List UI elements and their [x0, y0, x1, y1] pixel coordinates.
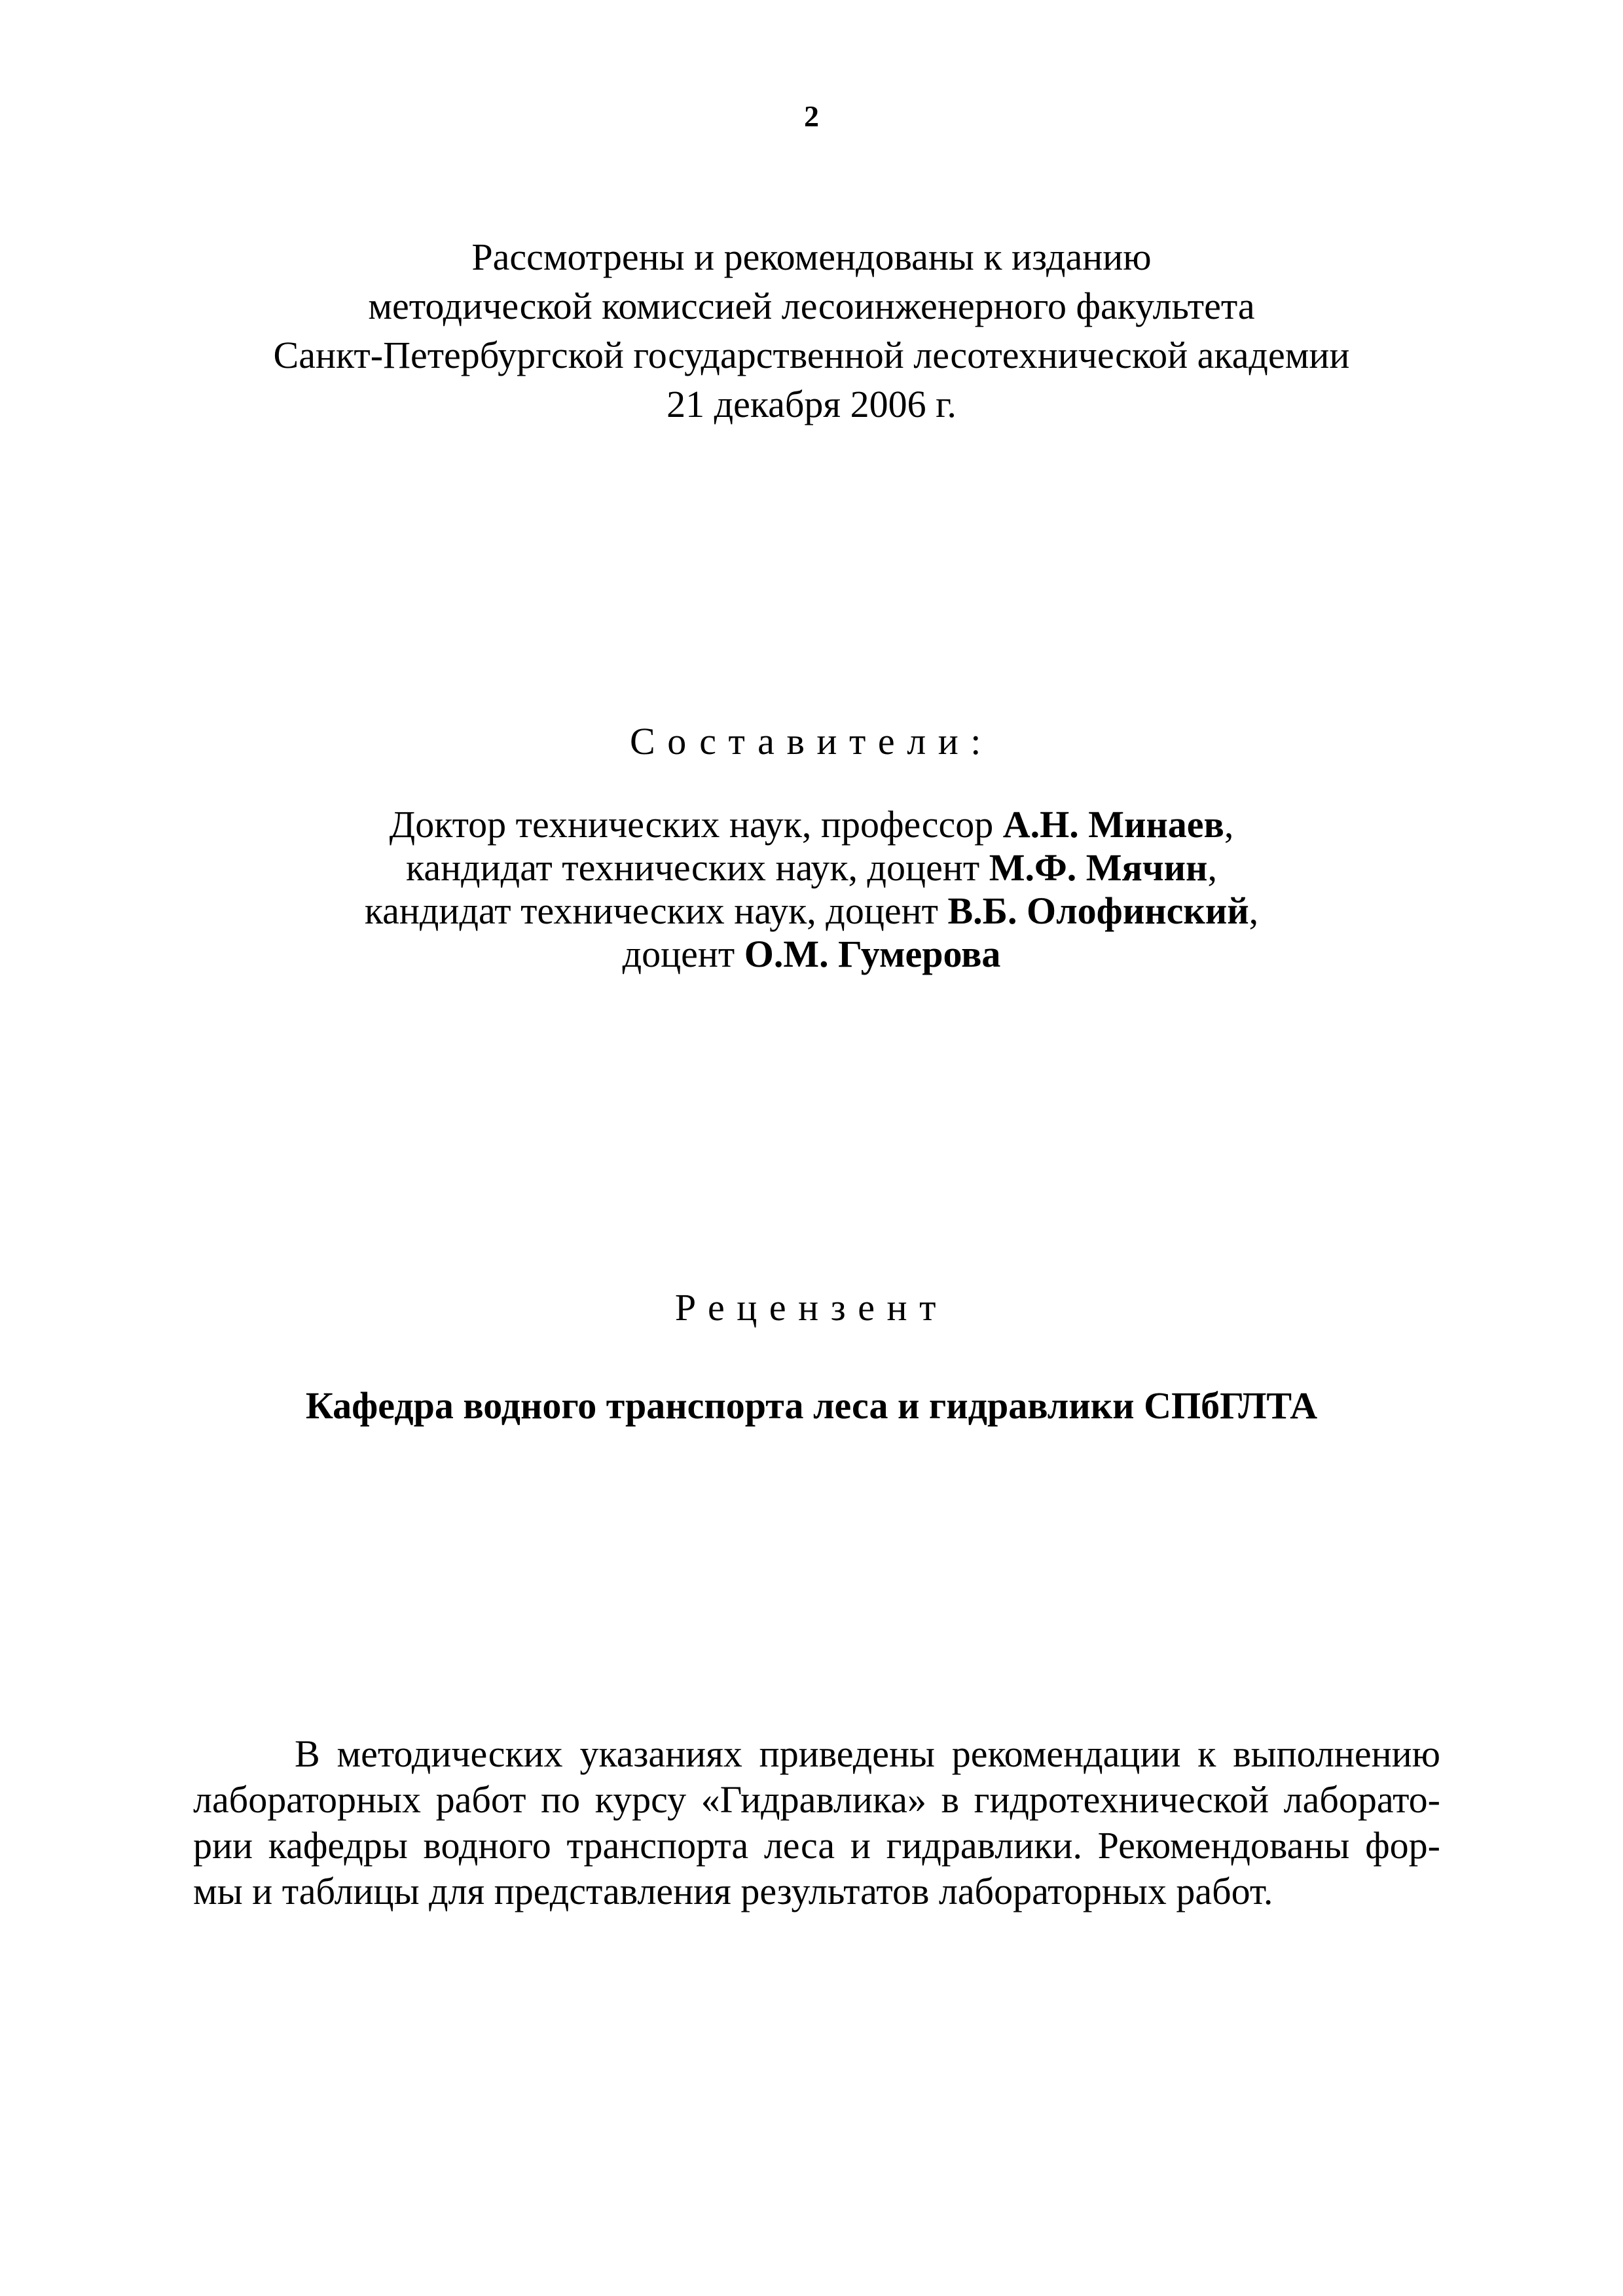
compiler-suffix: ,: [1207, 846, 1217, 889]
compiler-line: [0, 803, 1623, 846]
compilers-list: [0, 803, 1623, 976]
compiler-name: О.М. Гумерова: [744, 933, 1001, 975]
annotation-line: рии кафедры водного транспорта леса и гидравлики. Рекомендованы фор-: [193, 1824, 1440, 1867]
compiler-title: кандидат технических наук, доцент: [364, 889, 948, 932]
compiler-line: [0, 889, 1623, 933]
approval-date: 21 декабря 2006 г.: [666, 383, 957, 425]
approval-line: Санкт-Петербургской государственной лесотехнической академии: [273, 334, 1350, 376]
compiler-suffix: ,: [1224, 803, 1234, 846]
compiler-line: [0, 933, 1623, 976]
reviewer-name: Кафедра водного транспорта леса и гидравлики СПбГЛТА: [305, 1384, 1318, 1427]
page-number: 2: [804, 99, 819, 133]
approval-block: [0, 232, 1623, 429]
reviewer-heading: Рецензент: [674, 1286, 949, 1329]
annotation-line: В методических указаниях приведены рекомендации к выполнению: [295, 1732, 1440, 1775]
approval-line: Рассмотрены и рекомендованы к изданию: [471, 236, 1152, 278]
compiler-line: [0, 846, 1623, 889]
compiler-title: кандидат технических наук, доцент: [406, 846, 989, 889]
annotation-paragraph: [193, 1731, 1440, 1914]
annotation-line: лабораторных работ по курсу «Гидравлика» в гидротехнической лаборато-: [193, 1778, 1440, 1821]
compiler-title: доцент: [622, 933, 744, 975]
annotation-line: мы и таблицы для представления результатов лабораторных работ.: [193, 1870, 1273, 1912]
compiler-title: Доктор технических наук, профессор: [389, 803, 1003, 846]
compiler-name: В.Б. Олофинский: [947, 889, 1249, 932]
compiler-name: М.Ф. Мячин: [989, 846, 1208, 889]
approval-line: методической комиссией лесоинженерного факультета: [368, 285, 1255, 327]
compiler-name: А.Н. Минаев: [1002, 803, 1224, 846]
compiler-suffix: ,: [1249, 889, 1259, 932]
compilers-heading: Составители:: [629, 720, 993, 762]
